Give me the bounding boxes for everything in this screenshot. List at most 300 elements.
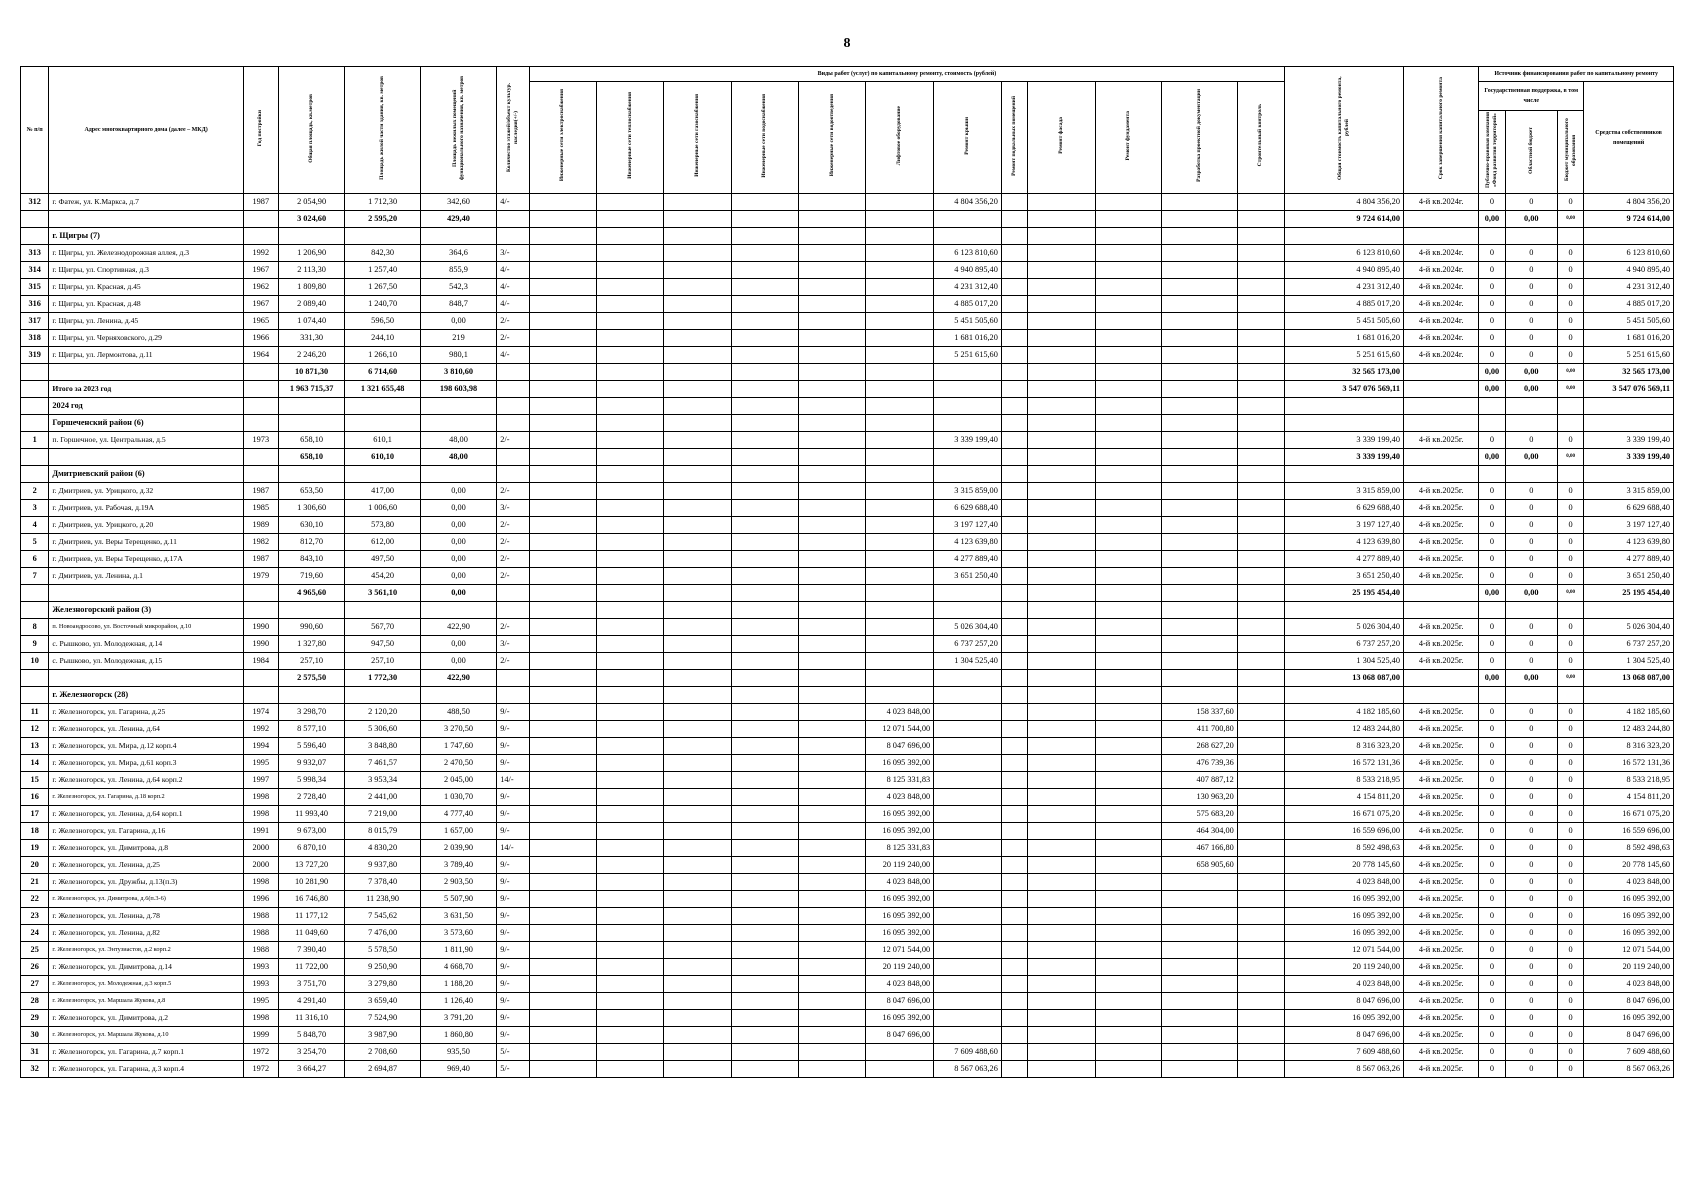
cell-nonliving: 422,90 — [420, 670, 496, 687]
cell-living: 573,80 — [345, 517, 420, 534]
cell-f2: 0 — [1505, 279, 1557, 296]
header-drain: Инженерные сети водоотведения — [798, 82, 866, 194]
cell-f2: 0 — [1505, 738, 1557, 755]
cell-f3: 0 — [1557, 823, 1583, 840]
cell-deadline: 4-й кв.2025г. — [1403, 568, 1478, 585]
cell-n: 314 — [21, 262, 49, 279]
cell-f4: 4 182 185,60 — [1584, 704, 1674, 721]
cell-lift: 16 095 392,00 — [866, 1010, 934, 1027]
cell-nonliving: 935,50 — [420, 1044, 496, 1061]
cell-design: 407 887,12 — [1162, 772, 1237, 789]
cell-f4: 1 681 016,20 — [1584, 330, 1674, 347]
cell-deadline: 4-й кв.2025г. — [1403, 840, 1478, 857]
cell-living: 1 257,40 — [345, 262, 420, 279]
cell-f2: 0 — [1505, 1044, 1557, 1061]
table-row — [21, 483, 1674, 500]
cell-floors: 2/- — [497, 517, 530, 534]
section-row — [21, 466, 1674, 483]
cell-f2: 0 — [1505, 1010, 1557, 1027]
section-row — [21, 687, 1674, 704]
cell-deadline: 4-й кв.2025г. — [1403, 721, 1478, 738]
cell-f1: 0 — [1479, 517, 1505, 534]
cell-year: 1973 — [243, 432, 278, 449]
cell-design — [1162, 891, 1237, 908]
cell-f4: 3 651 250,40 — [1584, 568, 1674, 585]
cell-lift — [866, 636, 934, 653]
header-heat: Инженерные сети теплоснабжения — [596, 82, 664, 194]
cell-total: 812,70 — [278, 534, 345, 551]
table-row — [21, 432, 1674, 449]
cell-f1: 0,00 — [1479, 449, 1505, 466]
cell-living: 3 659,40 — [345, 993, 420, 1010]
cell-f1: 0 — [1479, 840, 1505, 857]
cell-year: 1989 — [243, 517, 278, 534]
cell-living: 9 937,80 — [345, 857, 420, 874]
cell-living: 3 953,34 — [345, 772, 420, 789]
cell-addr: г. Железногорск, ул. Гагарина, д.3 корп.4 — [49, 1061, 243, 1078]
cell-deadline: 4-й кв.2024г. — [1403, 194, 1478, 211]
cell-design — [1162, 976, 1237, 993]
section-label: 2024 год — [49, 398, 243, 415]
cell-deadline: 4-й кв.2024г. — [1403, 262, 1478, 279]
cell-nonliving: 855,9 — [420, 262, 496, 279]
cell-addr: г. Дмитриев, ул. Ленина, д.1 — [49, 568, 243, 585]
cell-n: 14 — [21, 755, 49, 772]
cell-floors: 3/- — [497, 245, 530, 262]
section-label: Железногорский район (3) — [49, 602, 243, 619]
cell-f1: 0 — [1479, 500, 1505, 517]
cell-nonliving: 0,00 — [420, 500, 496, 517]
cell-lift — [866, 262, 934, 279]
cell-design: 130 963,20 — [1162, 789, 1237, 806]
cell-deadline: 4-й кв.2025г. — [1403, 517, 1478, 534]
cell-f3: 0 — [1557, 942, 1583, 959]
cell-total: 3 751,70 — [278, 976, 345, 993]
cell-cost: 8 316 323,20 — [1284, 738, 1403, 755]
cell-floors: 2/- — [497, 619, 530, 636]
cell-lift — [866, 347, 934, 364]
subtotal-row — [21, 211, 1674, 228]
cell-f2: 0 — [1505, 823, 1557, 840]
cell-f3: 0,00 — [1557, 670, 1583, 687]
cell-n: 16 — [21, 789, 49, 806]
cell-cost: 6 123 810,60 — [1284, 245, 1403, 262]
table-row — [21, 976, 1674, 993]
cell-design — [1162, 245, 1237, 262]
cell-cost: 3 339 199,40 — [1284, 449, 1403, 466]
cell-floors: 3/- — [497, 636, 530, 653]
cell-f2: 0 — [1505, 483, 1557, 500]
cell-addr: г. Железногорск, ул. Дружбы, д.13(п.3) — [49, 874, 243, 891]
cell-f4: 3 339 199,40 — [1584, 432, 1674, 449]
cell-design — [1162, 330, 1237, 347]
cell-design — [1162, 653, 1237, 670]
table-row — [21, 755, 1674, 772]
cell-year: 1995 — [243, 993, 278, 1010]
cell-floors: 2/- — [497, 432, 530, 449]
cell-lift — [866, 313, 934, 330]
header-municipal: Бюджет муниципального образования — [1557, 111, 1583, 194]
section-row — [21, 398, 1674, 415]
cell-f1: 0 — [1479, 806, 1505, 823]
cell-total: 1 963 715,37 — [278, 381, 345, 398]
table-row — [21, 330, 1674, 347]
cell-design: 158 337,60 — [1162, 704, 1237, 721]
cell-year: 1990 — [243, 636, 278, 653]
cell-addr: г. Железногорск, ул. Ленина, д.25 — [49, 857, 243, 874]
cell-deadline: 4-й кв.2025г. — [1403, 483, 1478, 500]
cell-f4: 4 885 017,20 — [1584, 296, 1674, 313]
cell-total: 2 246,20 — [278, 347, 345, 364]
cell-living: 3 279,80 — [345, 976, 420, 993]
cell-living: 2 441,00 — [345, 789, 420, 806]
cell-addr: г. Дмитриев, ул. Урицкого, д.32 — [49, 483, 243, 500]
table-row — [21, 262, 1674, 279]
cell-floors: 9/- — [497, 976, 530, 993]
header-works-group: Виды работ (услуг) по капитальному ремонту, стоимость (рублей) — [530, 67, 1285, 82]
cell-total: 990,60 — [278, 619, 345, 636]
cell-n: 6 — [21, 551, 49, 568]
cell-total: 3 024,60 — [278, 211, 345, 228]
cell-nonliving: 342,60 — [420, 194, 496, 211]
cell-f2: 0 — [1505, 551, 1557, 568]
table-row — [21, 551, 1674, 568]
cell-lift — [866, 432, 934, 449]
cell-cost: 12 483 244,80 — [1284, 721, 1403, 738]
cell-f3: 0 — [1557, 194, 1583, 211]
cell-nonliving: 0,00 — [420, 636, 496, 653]
cell-total: 2 575,50 — [278, 670, 345, 687]
cell-f2: 0 — [1505, 925, 1557, 942]
cell-addr: г. Щигры, ул. Черняховского, д.29 — [49, 330, 243, 347]
cell-n: 31 — [21, 1044, 49, 1061]
cell-total: 1 074,40 — [278, 313, 345, 330]
cell-f1: 0 — [1479, 432, 1505, 449]
cell-f2: 0 — [1505, 500, 1557, 517]
cell-f3: 0 — [1557, 330, 1583, 347]
cell-cost: 16 095 392,00 — [1284, 1010, 1403, 1027]
cell-floors: 4/- — [497, 194, 530, 211]
cell-f3: 0 — [1557, 1044, 1583, 1061]
cell-nonliving: 5 507,90 — [420, 891, 496, 908]
cell-n: 319 — [21, 347, 49, 364]
cell-f3: 0 — [1557, 772, 1583, 789]
cell-addr: г. Железногорск, ул. Маршала Жукова, д.10 — [49, 1027, 243, 1044]
cell-roof — [934, 976, 1002, 993]
header-control: Строительный контроль — [1237, 82, 1284, 194]
cell-f1: 0 — [1479, 908, 1505, 925]
cell-year: 1972 — [243, 1061, 278, 1078]
cell-year: 1962 — [243, 279, 278, 296]
cell-f3: 0,00 — [1557, 364, 1583, 381]
cell-floors: 4/- — [497, 279, 530, 296]
cell-addr: г. Железногорск, ул. Гагарина, д.7 корп.1 — [49, 1044, 243, 1061]
cell-f4: 16 671 075,20 — [1584, 806, 1674, 823]
cell-f4: 6 737 257,20 — [1584, 636, 1674, 653]
cell-year: 1964 — [243, 347, 278, 364]
cell-f4: 8 567 063,26 — [1584, 1061, 1674, 1078]
cell-total: 11 993,40 — [278, 806, 345, 823]
cell-nonliving: 3 789,40 — [420, 857, 496, 874]
cell-f4: 12 071 544,00 — [1584, 942, 1674, 959]
cell-deadline: 4-й кв.2025г. — [1403, 857, 1478, 874]
cell-design — [1162, 313, 1237, 330]
table-row — [21, 789, 1674, 806]
cell-label: Итого за 2023 год — [49, 381, 243, 398]
table-body — [21, 194, 1674, 1078]
cell-f3: 0 — [1557, 721, 1583, 738]
cell-deadline: 4-й кв.2025г. — [1403, 959, 1478, 976]
cell-total: 8 577,10 — [278, 721, 345, 738]
cell-f1: 0,00 — [1479, 364, 1505, 381]
table-row — [21, 925, 1674, 942]
cell-cost: 7 609 488,60 — [1284, 1044, 1403, 1061]
cell-f3: 0 — [1557, 874, 1583, 891]
cell-addr: г. Дмитриев, ул. Веры Терещенко, д.17А — [49, 551, 243, 568]
cell-year: 1998 — [243, 806, 278, 823]
cell-f4: 4 023 848,00 — [1584, 976, 1674, 993]
header-total-area: Общая площадь, кв.метров — [278, 67, 345, 194]
cell-cost: 6 629 688,40 — [1284, 500, 1403, 517]
cell-nonliving: 0,00 — [420, 517, 496, 534]
cell-nonliving: 1 860,80 — [420, 1027, 496, 1044]
header-gas: Инженерные сети газоснабжения — [664, 82, 732, 194]
cell-nonliving: 0,00 — [420, 534, 496, 551]
cell-f2: 0 — [1505, 296, 1557, 313]
cell-roof — [934, 891, 1002, 908]
table-row — [21, 1044, 1674, 1061]
cell-living: 7 476,00 — [345, 925, 420, 942]
cell-f2: 0 — [1505, 653, 1557, 670]
cell-addr: г. Щигры, ул. Железнодорожная аллея, д.3 — [49, 245, 243, 262]
table-row — [21, 806, 1674, 823]
cell-n: 2 — [21, 483, 49, 500]
cell-total: 1 327,80 — [278, 636, 345, 653]
cell-total: 2 113,30 — [278, 262, 345, 279]
cell-total: 11 049,60 — [278, 925, 345, 942]
table-row — [21, 517, 1674, 534]
cell-addr: г. Железногорск, ул. Ленина, д.78 — [49, 908, 243, 925]
cell-design — [1162, 483, 1237, 500]
cell-deadline: 4-й кв.2024г. — [1403, 245, 1478, 262]
cell-floors: 2/- — [497, 534, 530, 551]
cell-design — [1162, 500, 1237, 517]
cell-lift — [866, 1061, 934, 1078]
cell-f3: 0 — [1557, 279, 1583, 296]
cell-roof — [934, 942, 1002, 959]
subtotal-row — [21, 670, 1674, 687]
cell-design: 464 304,00 — [1162, 823, 1237, 840]
cell-floors: 2/- — [497, 313, 530, 330]
cell-lift — [866, 653, 934, 670]
cell-f3: 0 — [1557, 925, 1583, 942]
cell-f3: 0,00 — [1557, 449, 1583, 466]
cell-lift: 8 047 696,00 — [866, 738, 934, 755]
cell-f2: 0 — [1505, 857, 1557, 874]
cell-nonliving: 1 188,20 — [420, 976, 496, 993]
cell-roof — [934, 823, 1002, 840]
cell-f4: 4 804 356,20 — [1584, 194, 1674, 211]
cell-year: 1987 — [243, 551, 278, 568]
cell-deadline: 4-й кв.2025г. — [1403, 806, 1478, 823]
cell-f4: 9 724 614,00 — [1584, 211, 1674, 228]
cell-n: 316 — [21, 296, 49, 313]
cell-n: 11 — [21, 704, 49, 721]
cell-deadline: 4-й кв.2025г. — [1403, 1010, 1478, 1027]
cell-lift: 16 095 392,00 — [866, 925, 934, 942]
cell-addr: г. Железногорск, ул. Гагарина, д.16 — [49, 823, 243, 840]
cell-f1: 0 — [1479, 568, 1505, 585]
cell-cost: 9 724 614,00 — [1284, 211, 1403, 228]
table-row — [21, 653, 1674, 670]
cell-f2: 0 — [1505, 313, 1557, 330]
cell-total: 658,10 — [278, 449, 345, 466]
cell-f1: 0 — [1479, 330, 1505, 347]
cell-f4: 16 095 392,00 — [1584, 908, 1674, 925]
cell-design: 467 166,80 — [1162, 840, 1237, 857]
header-living-area: Площадь жилой части здания, кв. метров — [345, 67, 420, 194]
cell-f2: 0 — [1505, 517, 1557, 534]
cell-design — [1162, 279, 1237, 296]
cell-living: 1 772,30 — [345, 670, 420, 687]
cell-f2: 0 — [1505, 1027, 1557, 1044]
cell-f2: 0 — [1505, 891, 1557, 908]
cell-lift — [866, 245, 934, 262]
cell-cost: 4 182 185,60 — [1284, 704, 1403, 721]
cell-living: 8 015,79 — [345, 823, 420, 840]
cell-floors: 9/- — [497, 1010, 530, 1027]
cell-design — [1162, 551, 1237, 568]
cell-f1: 0 — [1479, 721, 1505, 738]
cell-f4: 16 559 696,00 — [1584, 823, 1674, 840]
cell-floors: 9/- — [497, 942, 530, 959]
cell-f3: 0 — [1557, 755, 1583, 772]
cell-floors: 2/- — [497, 568, 530, 585]
cell-f1: 0 — [1479, 772, 1505, 789]
cell-living: 5 306,60 — [345, 721, 420, 738]
cell-total: 10 871,30 — [278, 364, 345, 381]
cell-design — [1162, 619, 1237, 636]
cell-year: 1972 — [243, 1044, 278, 1061]
cell-year: 1988 — [243, 942, 278, 959]
cell-n: 22 — [21, 891, 49, 908]
cell-year: 1994 — [243, 738, 278, 755]
cell-total: 719,60 — [278, 568, 345, 585]
cell-f3: 0 — [1557, 483, 1583, 500]
cell-floors: 9/- — [497, 874, 530, 891]
cell-lift: 4 023 848,00 — [866, 976, 934, 993]
section-label: г. Железногорск (28) — [49, 687, 243, 704]
cell-roof: 7 609 488,60 — [934, 1044, 1002, 1061]
cell-nonliving: 3 270,50 — [420, 721, 496, 738]
cell-roof — [934, 1010, 1002, 1027]
table-row — [21, 772, 1674, 789]
cell-f1: 0 — [1479, 245, 1505, 262]
header-num: № п/п — [21, 67, 49, 194]
cell-floors: 9/- — [497, 789, 530, 806]
cell-nonliving: 364,6 — [420, 245, 496, 262]
cell-year: 1996 — [243, 891, 278, 908]
cell-f4: 16 095 392,00 — [1584, 925, 1674, 942]
cell-floors: 9/- — [497, 704, 530, 721]
cell-f2: 0 — [1505, 976, 1557, 993]
cell-cost: 4 023 848,00 — [1284, 874, 1403, 891]
cell-f3: 0 — [1557, 517, 1583, 534]
cell-roof: 3 315 859,00 — [934, 483, 1002, 500]
cell-f1: 0 — [1479, 619, 1505, 636]
cell-year: 1998 — [243, 874, 278, 891]
cell-roof — [934, 755, 1002, 772]
cell-f4: 4 231 312,40 — [1584, 279, 1674, 296]
cell-nonliving: 2 039,90 — [420, 840, 496, 857]
cell-nonliving: 1 657,00 — [420, 823, 496, 840]
table-row — [21, 857, 1674, 874]
cell-year: 1997 — [243, 772, 278, 789]
cell-deadline: 4-й кв.2025г. — [1403, 704, 1478, 721]
section-label: Дмитриевский район (6) — [49, 466, 243, 483]
cell-f2: 0,00 — [1505, 364, 1557, 381]
header-basement: Ремонт подвальных помещений — [1001, 82, 1027, 194]
cell-design — [1162, 959, 1237, 976]
cell-roof: 3 339 199,40 — [934, 432, 1002, 449]
cell-year: 1993 — [243, 976, 278, 993]
cell-nonliving: 422,90 — [420, 619, 496, 636]
cell-roof: 1 304 525,40 — [934, 653, 1002, 670]
cell-f2: 0,00 — [1505, 670, 1557, 687]
cell-f4: 3 315 859,00 — [1584, 483, 1674, 500]
cell-f2: 0,00 — [1505, 585, 1557, 602]
cell-design — [1162, 568, 1237, 585]
cell-f4: 1 304 525,40 — [1584, 653, 1674, 670]
cell-roof — [934, 874, 1002, 891]
cell-nonliving: 488,50 — [420, 704, 496, 721]
table-row — [21, 568, 1674, 585]
cell-f4: 8 047 696,00 — [1584, 993, 1674, 1010]
cell-roof: 4 940 895,40 — [934, 262, 1002, 279]
cell-design — [1162, 993, 1237, 1010]
cell-cost: 8 047 696,00 — [1284, 993, 1403, 1010]
cell-f1: 0 — [1479, 789, 1505, 806]
cell-addr: г. Дмитриев, ул. Урицкого, д.20 — [49, 517, 243, 534]
cell-year: 1984 — [243, 653, 278, 670]
cell-roof — [934, 993, 1002, 1010]
cell-total: 1 809,80 — [278, 279, 345, 296]
cell-f2: 0 — [1505, 789, 1557, 806]
cell-addr: г. Железногорск, ул. Маршала Жукова, д.8 — [49, 993, 243, 1010]
cell-f1: 0 — [1479, 483, 1505, 500]
cell-year: 1987 — [243, 483, 278, 500]
cell-deadline: 4-й кв.2025г. — [1403, 874, 1478, 891]
table-row — [21, 942, 1674, 959]
cell-total: 11 722,00 — [278, 959, 345, 976]
cell-roof: 4 804 356,20 — [934, 194, 1002, 211]
cell-year: 1979 — [243, 568, 278, 585]
capital-repair-table — [20, 66, 1674, 1078]
cell-addr: г. Железногорск, ул. Гагарина, д.18 корп.2 — [49, 789, 243, 806]
cell-floors: 4/- — [497, 296, 530, 313]
header-facade: Ремонт фасада — [1028, 82, 1096, 194]
cell-living: 596,50 — [345, 313, 420, 330]
cell-addr: г. Железногорск, ул. Димитрова, д.2 — [49, 1010, 243, 1027]
cell-design: 575 683,20 — [1162, 806, 1237, 823]
cell-lift: 12 071 544,00 — [866, 942, 934, 959]
cell-addr: г. Железногорск, ул. Димитрова, д.14 — [49, 959, 243, 976]
cell-total: 16 746,80 — [278, 891, 345, 908]
cell-year: 1965 — [243, 313, 278, 330]
cell-f4: 3 197 127,40 — [1584, 517, 1674, 534]
cell-f2: 0,00 — [1505, 211, 1557, 228]
cell-f3: 0 — [1557, 789, 1583, 806]
